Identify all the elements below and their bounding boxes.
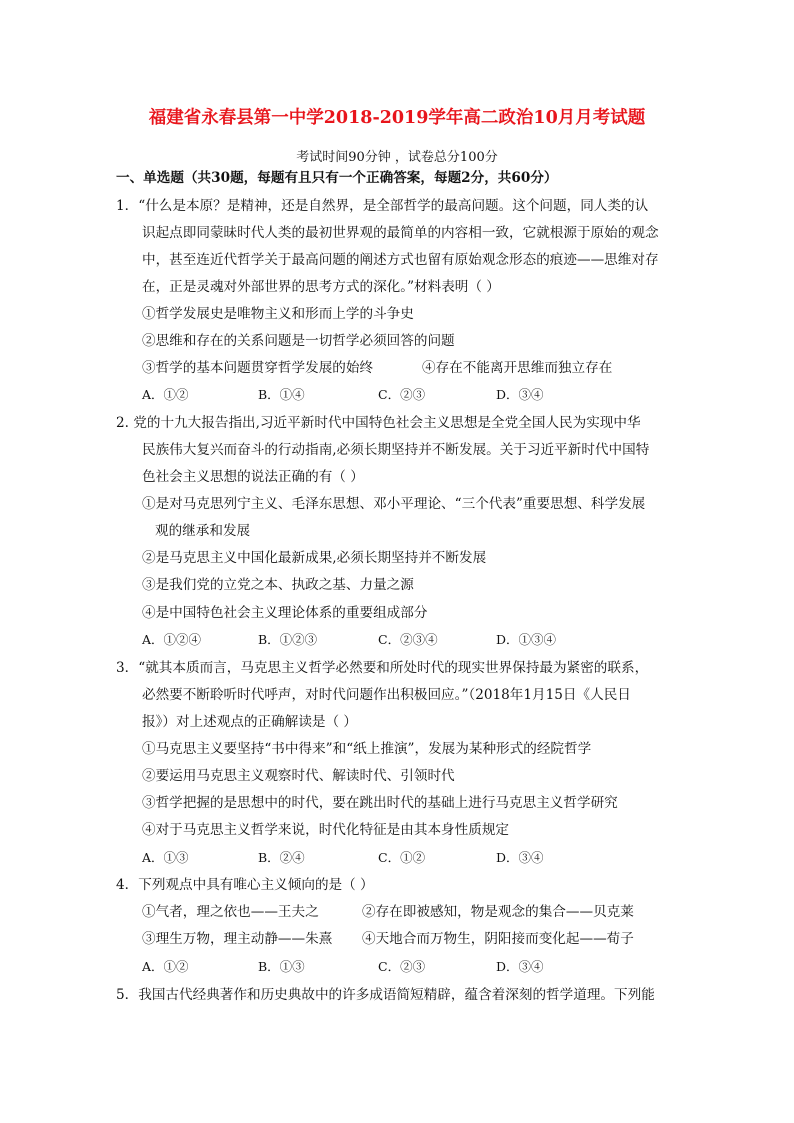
q2-item-continued: 观的继承和发展: [155, 523, 251, 539]
q1-item: ④存在不能离开思维而独立存在: [422, 360, 613, 376]
q4-option-a: A．①②: [142, 959, 189, 974]
q2-item: ②是马克思主义中国化最新成果,必须长期坚持并不断发展: [142, 550, 487, 566]
q2-option-b: B．①②③: [258, 632, 318, 647]
q2-item: ③是我们党的立党之本、执政之基、力量之源: [142, 577, 414, 593]
q4-stem-line: 4．下列观点中具有唯心主义倾向的是（ ）: [116, 877, 374, 893]
q2-option-a: A．①②④: [142, 632, 202, 647]
q4-option-b: B．①③: [258, 959, 305, 974]
q4-option-d: D．③④: [496, 959, 544, 974]
q3-option-b: B．②④: [258, 850, 305, 865]
q4-item: ③理生万物，理主动静——朱熹: [142, 931, 333, 947]
q1-option-d: D．③④: [496, 387, 544, 402]
q1-stem-line: 中，甚至连近代哲学关于最高问题的阐述方式也留有原始观念形态的痕迹——思维对存: [142, 252, 659, 268]
q3-option-a: A．①③: [142, 850, 189, 865]
q2-item: ①是对马克思列宁主义、毛泽东思想、邓小平理论、“三个代表”重要思想、科学发展: [142, 496, 646, 512]
q1-option-b: B．①④: [258, 387, 305, 402]
q1-item: ②思维和存在的关系问题是一切哲学必须回答的问题: [142, 333, 455, 349]
q4-option-c: C．②③: [378, 959, 426, 974]
q3-item: ①马克思主义要坚持“书中得来”和“纸上推演”，发展为某种形式的经院哲学: [142, 741, 592, 757]
q1-item: ①哲学发展史是唯物主义和形而上学的斗争史: [142, 306, 414, 322]
q2-stem-line: 色社会主义思想的说法正确的有（ ）: [142, 469, 364, 485]
q3-stem-line: 3．“就其本质而言，马克思主义哲学必然要和所处时代的现实世界保持最为紧密的联系，: [116, 660, 649, 676]
q1-stem-line: 1．“什么是本原？是精神，还是自然界，是全部哲学的最高问题。这个问题，同人类的认: [116, 198, 649, 214]
q3-option-d: D．③④: [496, 850, 544, 865]
exam-title: 福建省永春县第一中学2018-2019学年高二政治10月月考试题: [148, 108, 646, 128]
q2-item: ④是中国特色社会主义理论体系的重要组成部分: [142, 605, 428, 621]
q2-stem-line: 2. 党的十九大报告指出,习近平新时代中国特色社会主义思想是全党全国人民为实现中华: [116, 415, 641, 431]
section-heading: 一、单选题（共30题，每题有且只有一个正确答案，每题2分，共60分）: [116, 170, 558, 186]
q1-option-c: C．②③: [378, 387, 426, 402]
q3-item: ③哲学把握的是思想中的时代，要在跳出时代的基础上进行马克思主义哲学研究: [142, 795, 618, 811]
q2-option-d: D．①③④: [496, 632, 557, 647]
q3-option-c: C．①②: [378, 850, 426, 865]
q1-stem-line: 识起点即同蒙昧时代人类的最初世界观的最简单的内容相一致，它就根源于原始的观念: [142, 225, 659, 241]
q1-option-a: A．①②: [142, 387, 189, 402]
q3-stem-line: 必然要不断聆听时代呼声，对时代问题作出积极回应。”（2018年1月15日《人民日: [142, 687, 631, 703]
q5-stem-line: 5．我国古代经典著作和历史典故中的许多成语简短精辟，蕴含着深刻的哲学道理。下列能: [116, 987, 655, 1003]
q1-stem-line: 在，正是灵魂对外部世界的思考方式的深化。”材料表明（ ）: [142, 279, 500, 295]
q1-item: ③哲学的基本问题贯穿哲学发展的始终: [142, 360, 374, 376]
q2-stem-line: 民族伟大复兴而奋斗的行动指南,必须长期坚持并不断发展。关于习近平新时代中国特: [142, 442, 650, 458]
q2-option-c: C．②③④: [378, 632, 438, 647]
q4-item: ①气者，理之依也——王夫之: [142, 904, 319, 920]
q4-item: ②存在即被感知，物是观念的集合——贝克莱: [362, 904, 634, 920]
q4-item: ④天地合而万物生，阴阳接而变化起——荀子: [362, 931, 634, 947]
q3-stem-line: 报》）对上述观点的正确解读是（ ）: [142, 714, 358, 730]
q3-item: ④对于马克思主义哲学来说，时代化特征是由其本身性质规定: [142, 822, 510, 838]
exam-subtitle: 考试时间90分钟 ，试卷总分100分: [296, 150, 498, 165]
q3-item: ②要运用马克思主义观察时代、解读时代、引领时代: [142, 768, 455, 784]
